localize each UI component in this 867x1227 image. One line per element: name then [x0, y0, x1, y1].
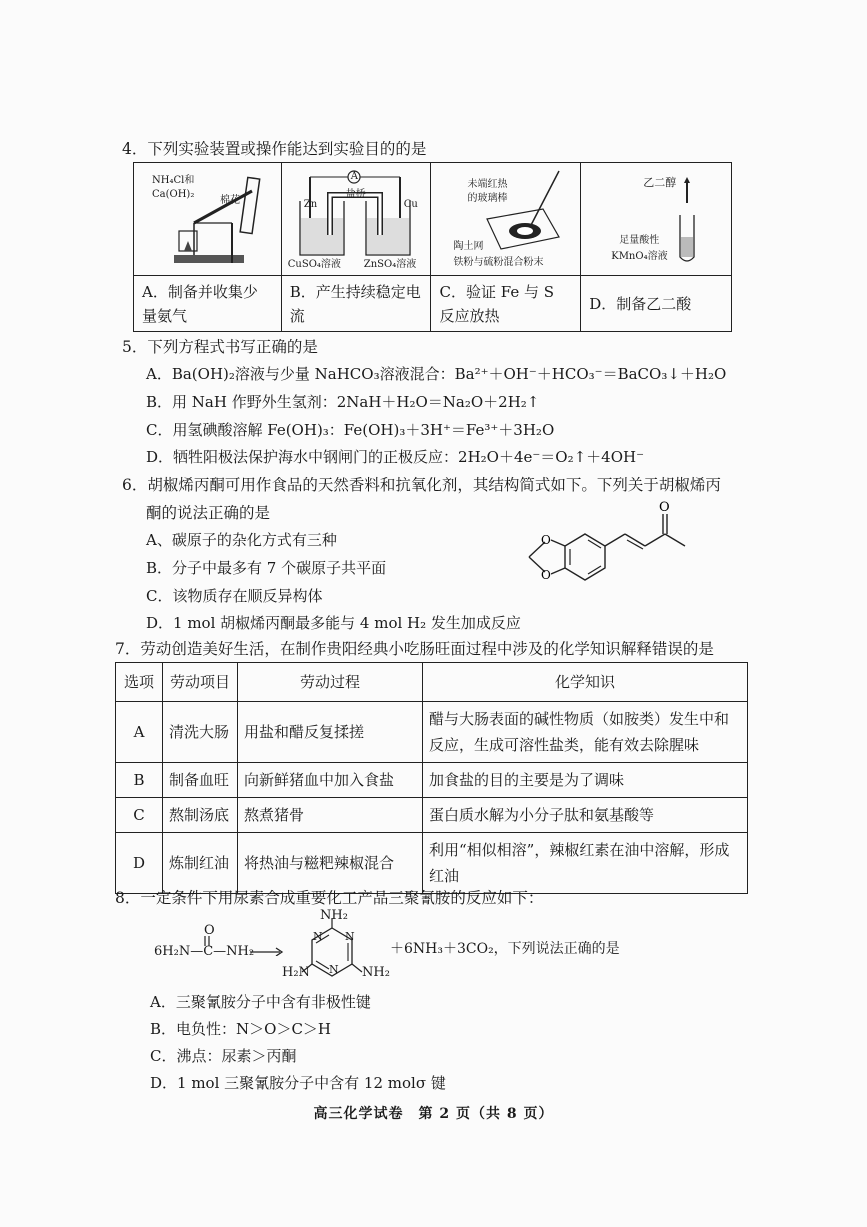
q7-row-d-process: 将热油与糍粑辣椒混合	[238, 833, 423, 894]
q4-caption-a: A．制备并收集少量氨气	[134, 276, 282, 332]
right-solution-label: ZnSO₄溶液	[363, 259, 417, 270]
q4-caption-c: C．验证 Fe 与 S 反应放热	[431, 276, 581, 332]
q7-row-c-task: 熬制汤底	[163, 798, 238, 833]
q7-header-process: 劳动过程	[238, 663, 423, 702]
table-row	[116, 798, 748, 833]
q7-header-option: 选项	[116, 663, 163, 702]
left-solution-label: CuSO₄溶液	[287, 259, 341, 270]
q5-option-c: C．用氢碘酸溶解 Fe(OH)₃：Fe(OH)₃＋3H⁺＝Fe³⁺＋3H₂O	[146, 421, 555, 439]
q5-option-a: A．Ba(OH)₂溶液与少量 NaHCO₃溶液混合：Ba²⁺＋OH⁻＋HCO₃⁻＝BaCO₃↓＋H₂O	[146, 365, 727, 383]
rod-label-1: 未端红热	[467, 179, 508, 190]
cu-electrode-label: Cu	[403, 199, 418, 210]
q7-header-task: 劳动项目	[163, 663, 238, 702]
q7-row-d-knowledge: 利用“相似相溶”，辣椒红素在油中溶解，形成红油	[423, 833, 748, 894]
urea-carbonyl-oxygen: O	[204, 923, 215, 938]
q7-row-b-process: 向新鲜猪血中加入食盐	[238, 763, 423, 798]
svg-text:O: O	[659, 500, 670, 515]
table-row	[116, 702, 748, 763]
melamine-top-amine: NH₂	[320, 908, 348, 923]
q6-stem-line-2: 酮的说法正确的是	[146, 504, 271, 522]
ammeter-label: A	[350, 171, 358, 182]
q8-option-a: A．三聚氰胺分子中含有非极性键	[150, 993, 371, 1011]
rod-label-2: 的玻璃棒	[467, 193, 508, 204]
zn-electrode-label: Zn	[303, 199, 318, 210]
q8-option-d: D．1 mol 三聚氰胺分子中含有 12 molσ 键	[150, 1074, 446, 1092]
q7-row-a-option: A	[116, 702, 163, 763]
ring-nitrogen-1: N	[313, 930, 323, 943]
q6-option-c: C．该物质存在顺反异构体	[146, 587, 323, 605]
q7-row-a-knowledge: 醋与大肠表面的碱性物质（如胺类）发生中和反应，生成可溶性盐类，能有效去除腥味	[423, 702, 748, 763]
q7-row-a-process: 用盐和醋反复揉搓	[238, 702, 423, 763]
q7-row-d-option: D	[116, 833, 163, 894]
svg-text:O: O	[541, 533, 551, 547]
powder-label: 铁粉与硫粉混合粉末	[453, 257, 544, 268]
q7-stem: 7．劳动创造美好生活，在制作贵阳经典小吃肠旺面过程中涉及的化学知识解释错误的是	[115, 640, 714, 658]
fig-a-label-1: NH₄Cl和	[152, 175, 195, 186]
q4-stem: 4．下列实验装置或操作能达到实验目的的是	[122, 140, 427, 158]
fig-a-cell	[134, 163, 282, 276]
diol-label: 乙二醇	[643, 176, 677, 189]
q4-caption-b: B．产生持续稳定电流	[281, 276, 431, 332]
q7-header-knowledge: 化学知识	[423, 663, 748, 702]
melamine-left-amine: H₂N	[282, 965, 310, 980]
q8-option-c: C．沸点：尿素＞丙酮	[150, 1047, 297, 1065]
acid-label-2: KMnO₄溶液	[611, 251, 668, 262]
ammonia-apparatus-drawing	[134, 163, 282, 275]
acid-label-1: 足量酸性	[619, 235, 660, 246]
q5-option-d: D．牺牲阳极法保护海水中钢闸门的正极反应：2H₂O＋4e⁻＝O₂↑＋4OH⁻	[146, 448, 645, 466]
melamine-right-amine: NH₂	[362, 965, 390, 980]
q4-apparatus-table	[133, 162, 732, 332]
table-row	[116, 763, 748, 798]
urea-formula: 6H₂N—C—NH₂	[154, 944, 255, 959]
ring-nitrogen-2: N	[345, 930, 355, 943]
q4-caption-d: D．制备乙二酸	[581, 276, 732, 332]
q5-stem: 5．下列方程式书写正确的是	[122, 338, 318, 356]
q7-row-b-knowledge: 加食盐的目的主要是为了调味	[423, 763, 748, 798]
q7-table	[115, 662, 748, 894]
q6-option-d: D．1 mol 胡椒烯丙酮最多能与 4 mol H₂ 发生加成反应	[146, 614, 521, 632]
q8-option-b: B．电负性：N＞O＞C＞H	[150, 1020, 332, 1038]
svg-text:O: O	[541, 568, 551, 582]
fig-a-label-3: 棉花	[220, 195, 240, 206]
piperonyl-acetone-structure	[515, 496, 695, 588]
q7-row-c-process: 熬煮猪骨	[238, 798, 423, 833]
fig-b-cell	[281, 163, 431, 276]
q7-row-b-task: 制备血旺	[163, 763, 238, 798]
q7-row-d-task: 炼制红油	[163, 833, 238, 894]
q6-option-a: A、碳原子的杂化方式有三种	[146, 531, 337, 549]
q7-row-a-task: 清洗大肠	[163, 702, 238, 763]
ring-nitrogen-3: N	[329, 963, 339, 976]
byproducts-text: ＋6NH₃＋3CO₂，下列说法正确的是	[390, 941, 620, 957]
q8-stem: 8．一定条件下用尿素合成重要化工产品三聚氰胺的反应如下：	[115, 889, 544, 907]
page-footer: 高三化学试卷 第 2 页（共 8 页）	[313, 1106, 554, 1122]
q7-row-c-knowledge: 蛋白质水解为小分子肽和氨基酸等	[423, 798, 748, 833]
fig-a-label-2: Ca(OH)₂	[152, 189, 195, 200]
q5-option-b: B．用 NaH 作野外生氢剂：2NaH＋H₂O＝Na₂O＋2H₂↑	[146, 393, 540, 411]
mesh-label: 陶土网	[453, 241, 484, 252]
fig-c-cell	[431, 163, 581, 276]
salt-bridge-label: 盐桥	[345, 189, 366, 200]
q7-row-c-option: C	[116, 798, 163, 833]
fig-d-cell	[581, 163, 732, 276]
q6-stem-line-1: 6．胡椒烯丙酮可用作食品的天然香料和抗氧化剂，其结构简式如下。下列关于胡椒烯丙	[122, 476, 721, 494]
q7-row-b-option: B	[116, 763, 163, 798]
q6-option-b: B．分子中最多有 7 个碳原子共平面	[146, 559, 387, 577]
